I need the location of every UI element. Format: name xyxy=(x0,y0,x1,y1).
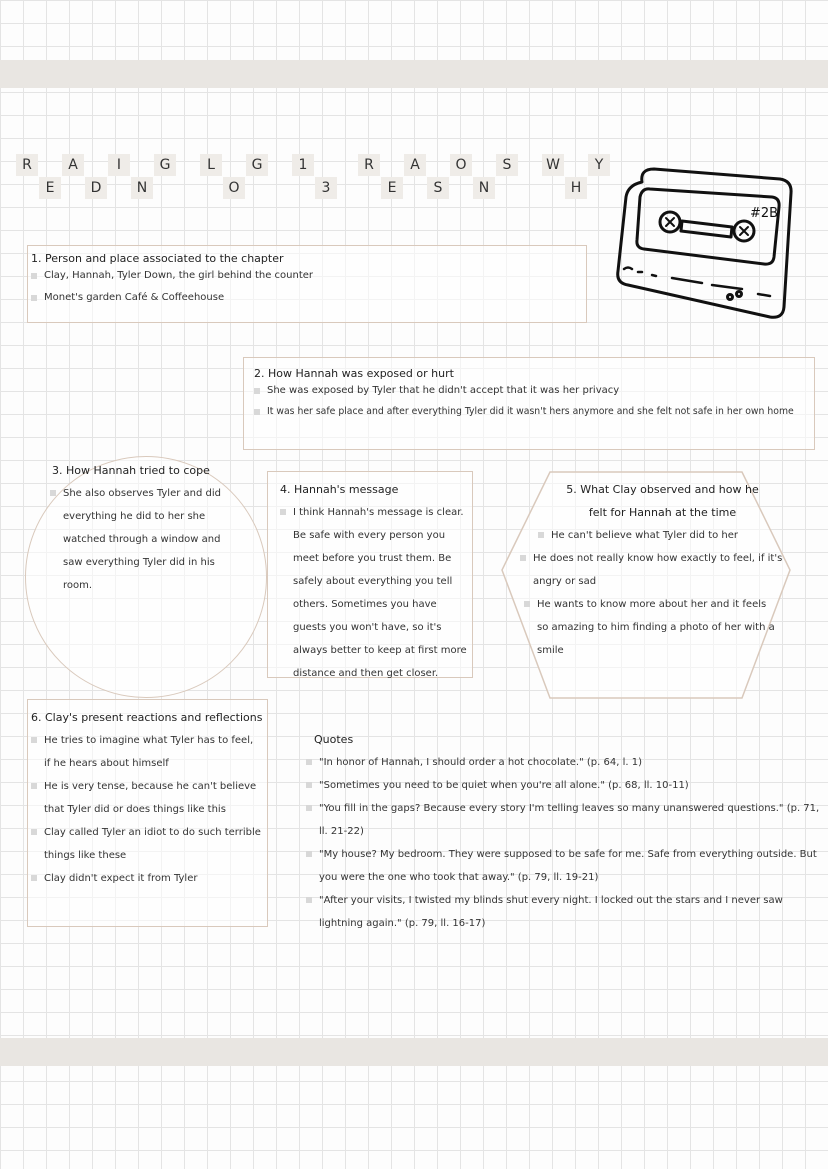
section-heading: 1. Person and place associated to the chapter xyxy=(31,252,284,265)
bullet-icon xyxy=(254,409,260,415)
title-letter: 3 xyxy=(315,177,337,199)
list-item: I think Hannah's message is clear. Be safe with every person you meet before you trust them. Be safely about everything you tell others. Sometimes you have guests you won't have, so it's always better to keep at first more distance and then get closer. xyxy=(280,501,468,685)
list-item: Monet's garden Café & Coffeehouse xyxy=(31,287,576,309)
title-letter: O xyxy=(223,177,245,199)
bullet-icon xyxy=(50,490,56,496)
top-band xyxy=(0,60,828,88)
bullet-icon xyxy=(31,829,37,835)
bullet-icon xyxy=(306,851,312,857)
bullet-icon xyxy=(306,805,312,811)
title-letter: A xyxy=(62,154,84,176)
title-letter: I xyxy=(108,154,130,176)
cassette-label: #2B xyxy=(750,206,779,221)
section-present-reactions xyxy=(27,699,268,927)
title-letter: R xyxy=(16,154,38,176)
section-tried-to-cope xyxy=(25,456,267,698)
bullet-icon xyxy=(306,782,312,788)
list-item: He is very tense, because he can't believe that Tyler did or does things like this xyxy=(31,775,261,821)
bullet-icon xyxy=(31,737,37,743)
list-item: It was her safe place and after everything Tyler did it wasn't hers anymore and she felt not safe in her own home xyxy=(254,401,809,422)
cassette-tape-icon xyxy=(612,157,797,322)
bullet-icon xyxy=(306,897,312,903)
quote-item: "My house? My bedroom. They were supposed to be safe for me. Safe from everything outside. But you were the one who took that away." (p. 79, ll. 19-21) xyxy=(306,843,821,889)
quotes-heading: Quotes xyxy=(314,733,354,746)
title-letter: D xyxy=(85,177,107,199)
title-letter: L xyxy=(200,154,222,176)
title-letter: 1 xyxy=(292,154,314,176)
bullet-icon xyxy=(524,601,530,607)
title-letter: E xyxy=(381,177,403,199)
section-hannahs-message xyxy=(267,471,473,678)
quotes-section xyxy=(306,728,821,935)
title-letter: N xyxy=(473,177,495,199)
list-item: He can't believe what Tyler did to her xyxy=(510,524,785,547)
bottom-band xyxy=(0,1038,828,1066)
bullet-icon xyxy=(280,509,286,515)
section-heading: 2. How Hannah was exposed or hurt xyxy=(254,367,454,380)
bullet-icon xyxy=(306,759,312,765)
list-item: She also observes Tyler and did everything he did to her she watched through a window and saw everything Tyler did in his room. xyxy=(50,482,240,597)
list-item: She was exposed by Tyler that he didn't accept that it was her privacy xyxy=(254,380,809,401)
title-letter: E xyxy=(39,177,61,199)
bullet-icon xyxy=(31,295,37,301)
section-heading: 6. Clay's present reactions and reflections xyxy=(31,711,263,724)
section-exposed-hurt xyxy=(243,357,815,450)
list-item: Clay didn't expect it from Tyler xyxy=(31,867,261,890)
title-letter: O xyxy=(450,154,472,176)
section-heading-line1: 5. What Clay observed and how he xyxy=(566,483,759,496)
title-letter: S xyxy=(496,154,518,176)
section-heading: 3. How Hannah tried to cope xyxy=(52,464,210,477)
bullet-icon xyxy=(520,555,526,561)
title-letter: N xyxy=(131,177,153,199)
section-heading-line2: felt for Hannah at the time xyxy=(588,506,737,519)
section-clay-observed xyxy=(500,470,792,700)
bullet-icon xyxy=(31,273,37,279)
title-letter: Y xyxy=(588,154,610,176)
quote-item: "After your visits, I twisted my blinds shut every night. I locked out the stars and I never saw lightning again." (p. 79, ll. 16-17) xyxy=(306,889,821,935)
title-letter: G xyxy=(246,154,268,176)
title-letter: R xyxy=(358,154,380,176)
section-heading: 4. Hannah's message xyxy=(280,483,399,496)
quote-item: "In honor of Hannah, I should order a hot chocolate." (p. 64, l. 1) xyxy=(306,751,821,774)
bullet-icon xyxy=(538,532,544,538)
bullet-icon xyxy=(31,875,37,881)
title-letter: W xyxy=(542,154,564,176)
list-item: He wants to know more about her and it feels so amazing to him finding a photo of her with a smile xyxy=(510,593,785,662)
section-person-place xyxy=(27,245,587,323)
bullet-icon xyxy=(31,783,37,789)
list-item: Clay, Hannah, Tyler Down, the girl behind the counter xyxy=(31,265,576,287)
title-letter: A xyxy=(404,154,426,176)
list-item: He does not really know how exactly to feel, if it's angry or sad xyxy=(510,547,785,593)
list-item: He tries to imagine what Tyler has to feel, if he hears about himself xyxy=(31,729,261,775)
quote-item: "Sometimes you need to be quiet when you're all alone." (p. 68, ll. 10-11) xyxy=(306,774,821,797)
bullet-icon xyxy=(254,388,260,394)
quote-item: "You fill in the gaps? Because every story I'm telling leaves so many unanswered questions." (p. 71, ll. 21-22) xyxy=(306,797,821,843)
title-letter: S xyxy=(427,177,449,199)
list-item: Clay called Tyler an idiot to do such terrible things like these xyxy=(31,821,261,867)
title-letter: G xyxy=(154,154,176,176)
title-letter: H xyxy=(565,177,587,199)
